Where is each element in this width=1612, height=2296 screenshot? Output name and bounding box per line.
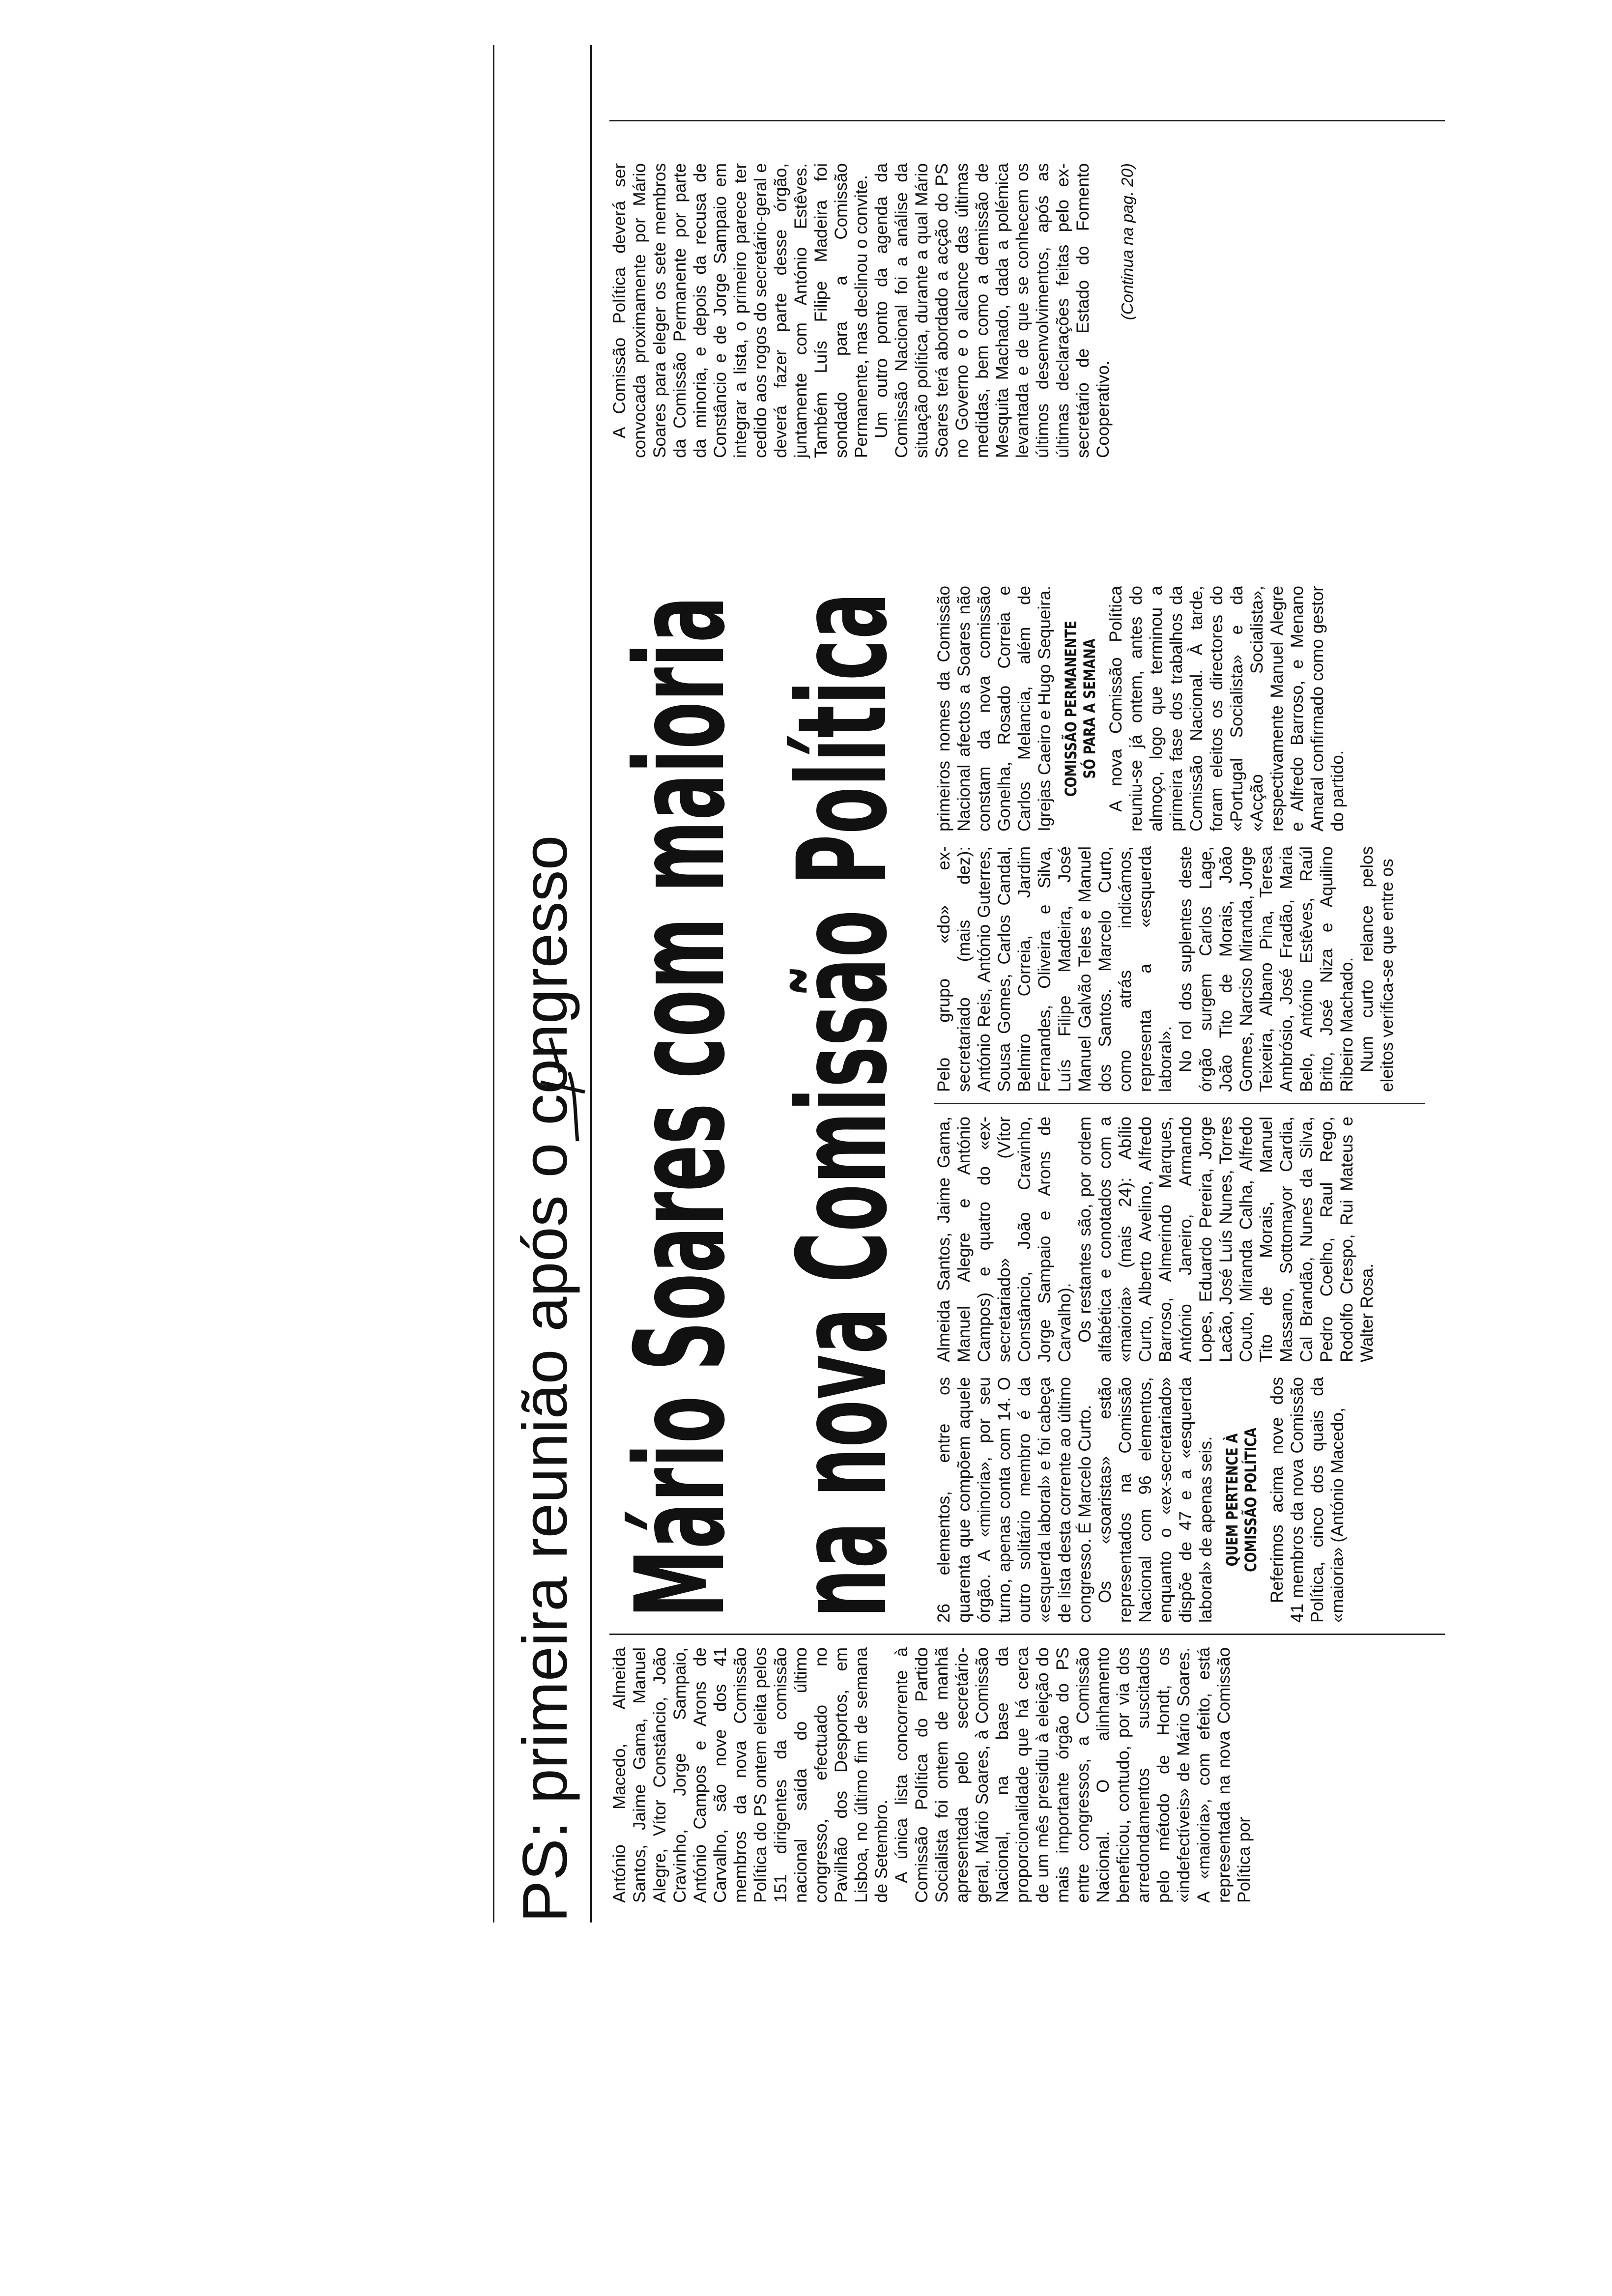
continuation-note: (Continua na pag. 20): [1118, 163, 1136, 320]
handwritten-mark: [531, 1033, 590, 1146]
column-5-paragraph-1: primeiros nomes da Comissão Nacional afectos a Soares não constam da nova comissão Gonelha, Rosado Correia e Carlos Melancia, além de Igrejas Caeiro e Hugo Sequeira.: [934, 585, 1054, 832]
column-2-paragraph-2: Os «soaristas» estão representados na Comissão Nacional com 96 elementos, enquanto o «ex-secretariado» dispõe de 47 e a «esquerda laboral» de apenas seis.: [1095, 1377, 1215, 1623]
headline-line-1: Mário Soares com maioria: [609, 596, 752, 1618]
kicker-underline: [590, 45, 592, 1923]
subhead-comissao-permanente: COMISSÃO PERMANENTE SÓ PARA A SEMANA: [1062, 620, 1099, 797]
column-1-paragraph-2: A única lista concorrente à Comissão Política do Partido Socialista foi ontem de manhã apresentada pelo secretário-geral, Mário Soares, à Comissão Nacional, na base da proporcionalidade que há cerca de um mês presidiu à eleição do mais importante órgão do PS entre congressos, a Comissão Nacional. O alinhamento beneficiou, contudo, por via dos arredondamentos suscitados pelo método de Hondt, os «indefectíveis» de Mário Soares. A «maioria», com efeito, está representada na nova Comissão Política por: [892, 1647, 1254, 1903]
top-rule: [493, 45, 494, 1923]
column-4-paragraph-2: No rol dos suplentes deste órgão surgem Carlos Lage, João Tito de Morais, João Gomes, Narciso Miranda, Jorge Teixeira, Albano Pina, Teresa Ambrósio, José Fradão, Maria Belo, António Estêves, Raúl Brito, José Niza e Aquilino Ribeiro Machado.: [1176, 846, 1356, 1092]
article-column-4: [934, 846, 1397, 1092]
column-3-paragraph-1: Almeida Santos, Jaime Gama, Manuel Alegre e António Campos) e quatro do «ex-secretariado» (Vítor Constâncio, João Cravinho, Jorge Sampaio e Arons de Carvalho).: [934, 1117, 1074, 1362]
column-1-paragraph-1: António Macedo, Almeida Santos, Jaime Gama, Manuel Alegre, Vítor Constâncio, João Cravinho, Jorge Sampaio, António Campos e Arons de Carvalho, são nove dos 41 membros da nova Comissão Política do PS ontem eleita pelos 151 dirigentes da comissão nacional saída do último congresso, efectuado no Pavilhão dos Desportos, em Lisboa, no último fim de semana de Setembro.: [610, 1647, 891, 1903]
kicker-headline: PS: primeira reunião após o congresso: [510, 835, 580, 1923]
column-divider-1: [609, 1634, 1445, 1635]
column-2-paragraph-3: Referimos acima nove dos 41 membros da nova Comissão Política, cinco dos quais da «maioria» (António Macedo,: [1267, 1377, 1347, 1623]
article-column-3: [934, 1117, 1377, 1362]
column-6-paragraph-1: A Comissão Política deverá ser convocada proximamente por Mário Soares para eleger os sete membros da Comissão Permanente por parte da minoria, e depois da recusa de Constâncio e de Jorge Sampaio em integrar a lista, o primeiro parece ter cedido aos rogos do secretário-geral e deverá fazer parte desse órgão, juntamente com António Estêves. Também Luís Filipe Madeira foi sondado para a Comissão Permanente, mas declinou o convite.: [610, 163, 871, 458]
article-column-1: [609, 1647, 1254, 1903]
article-column-2: [934, 1377, 1348, 1623]
column-divider-6: [609, 120, 1445, 121]
column-4-paragraph-3: Num curto relance pelos eleitos verifica-se que entre os: [1357, 846, 1397, 1092]
column-5-paragraph-2: A nova Comissão Política reuniu-se já ontem, antes do almoço, logo que terminou a primeira fase dos trabalhos da Comissão Nacional. À tarde, foram eleitos os directores do «Portugal Socialista» e da «Acção Socialista», respectivamente Manuel Alegre e Alfredo Barroso, e Menano Amaral confirmado como gestor do partido.: [1106, 586, 1347, 832]
article-column-5: [934, 586, 1348, 832]
column-divider-3: [934, 1103, 1425, 1104]
subhead-quem-pertence: QUEM PERTENCE À COMISSÃO POLÍTICA: [1223, 1428, 1260, 1572]
column-2-paragraph-1: 26 elementos, entre os quarenta que compõem aquele órgão. A «minoria», por seu turno, apenas conta com 14. O outro solitário membro é da «esquerda laboral» e foi cabeça de lista desta corrente ao último congresso. É Marcelo Curto.: [934, 1377, 1094, 1623]
article-column-6: [609, 163, 1137, 458]
headline-line-2: na nova Comissão Política: [771, 592, 914, 1618]
column-6-paragraph-2: Um outro ponto da agenda da Comissão Nacional foi a análise da situação política, durante a qual Mário Soares terá abordado a acção do PS no Governo e o alcance das últimas medidas, bem como a demissão de Mesquita Machado, dada a polémica levantada e de que se conhecem os últimos desenvolvimentos, após as últimas declarações feitas pelo ex-secretário de Estado do Fomento Cooperativo.: [872, 163, 1113, 458]
column-4-paragraph-1: Pelo grupo «do» ex-secretariado (mais dez): António Reis, António Guterres, Sousa Gomes, Carlos Candal, Belmiro Correia, Jardim Fernandes, Oliveira e Silva, Luís Filipe Madeira, José Manuel Galvão Teles e Manuel dos Santos. Marcelo Curto, como atrás indicámos, representa a «esquerda laboral».: [934, 846, 1175, 1092]
column-3-paragraph-2: Os restantes são, por ordem alfabética e conotados com a «maioria» (mais 24): Abílio Curto, Alberto Avelino, Alfredo Barroso, Almerindo Marques, António Janeiro, Armando Lopes, Eduardo Pereira, Jorge Lacão, José Luís Nunes, Torres Couto, Miranda Calha, Alfredo Tito de Morais, Manuel Massano, Sottomayor Cardia, Cal Brandão, Nunes da Silva, Pedro Coelho, Raul Rego, Rodolfo Crespo, Rui Mateus e Walter Rosa.: [1075, 1117, 1377, 1362]
